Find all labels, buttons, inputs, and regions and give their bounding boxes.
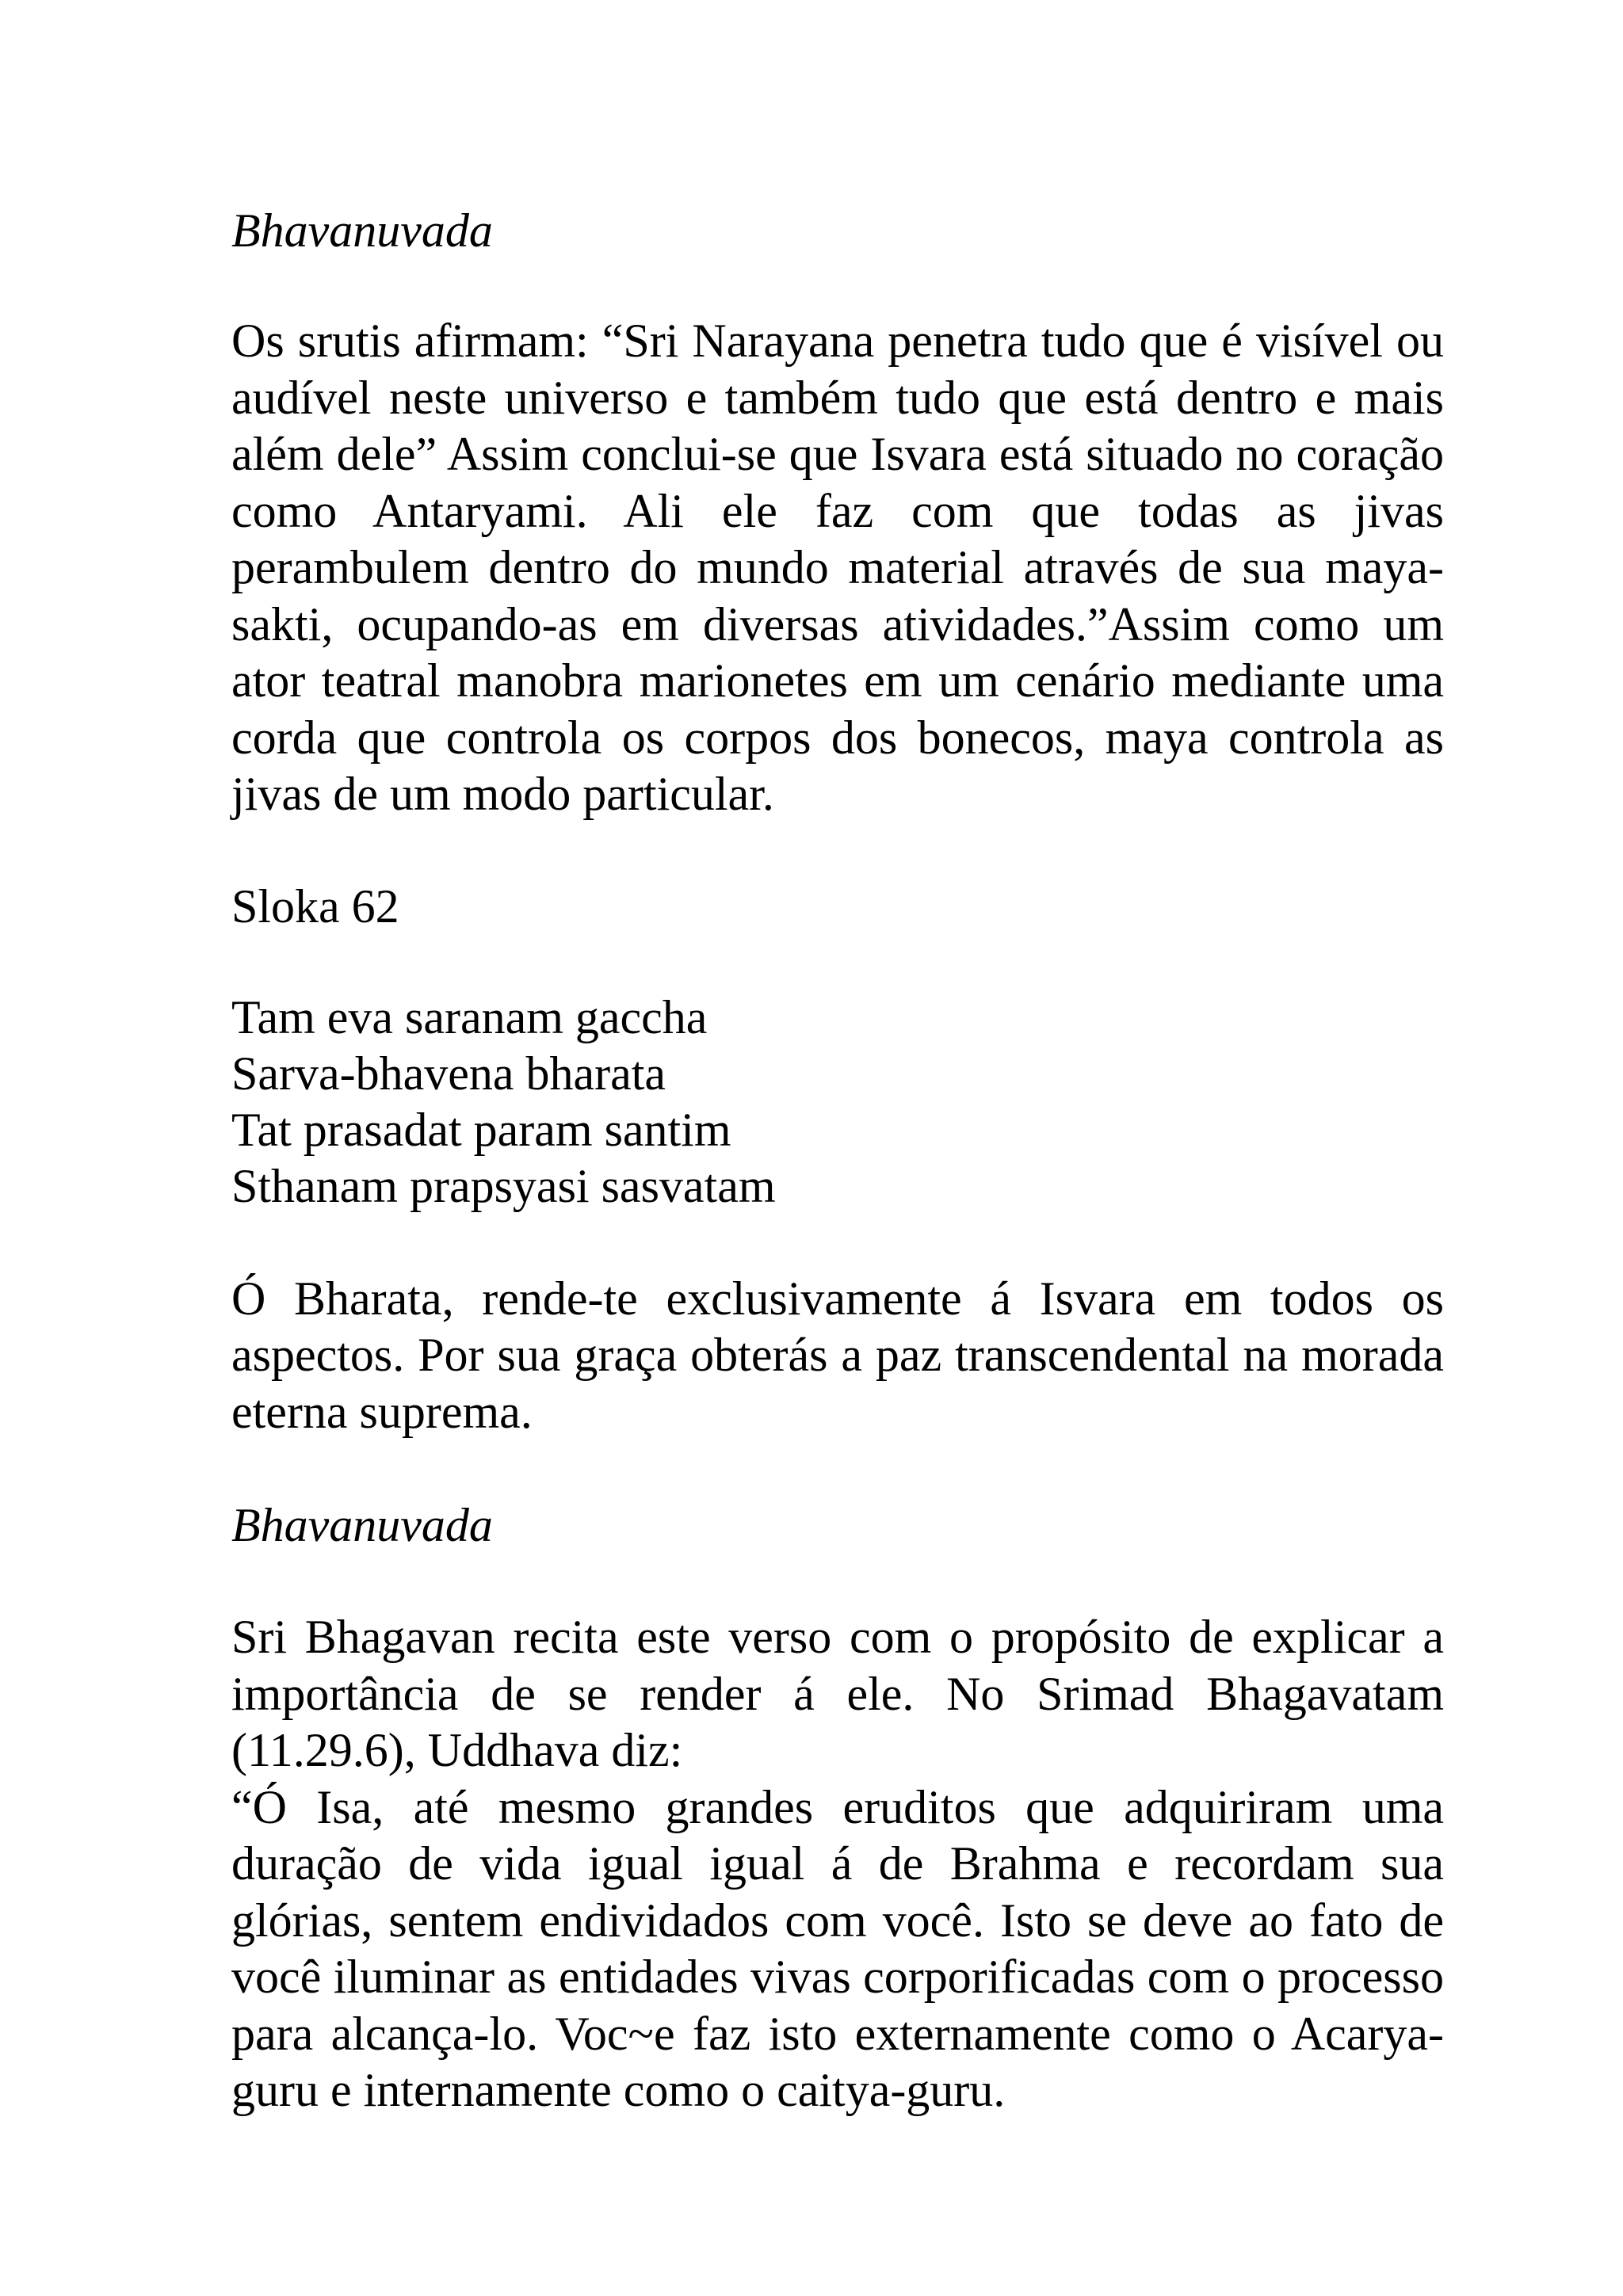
verse-line: Sthanam prapsyasi sasvatam <box>231 1159 776 1212</box>
sloka-title: Sloka 62 <box>231 879 399 933</box>
section-heading: Bhavanuvada <box>231 204 493 257</box>
commentary-paragraph: Os srutis afirmam: “Sri Narayana penetra tudo que é visível ou audível neste universo e também tudo que está dentro e mais além dele” Assim conclui-se que Isvara está situado no coração como Antaryami. Ali ele faz com que todas as jivas perambulem dentro do mundo material através de sua maya-sakti, ocupando-as em diversas atividades.”Assim como um ator teatral manobra marionetes em um cenário mediante uma corda que controla os corpos dos bonecos, maya controla as jivas de um modo particular. <box>231 315 1444 820</box>
verse-line: Sarva-bhavena bharata <box>231 1047 666 1100</box>
verse-line: Tat prasadat param santim <box>231 1103 731 1156</box>
quotation-paragraph: “Ó Isa, até mesmo grandes eruditos que adquiriram uma duração de vida igual igual á de Brahma e recordam sua glórias, sentem endividados com você. Isto se deve ao fato de você iluminar as entidades vivas corporificadas com o processo para alcança-lo. Voc~e faz isto externamente como o Acarya-guru e internamente como o caitya-guru. <box>231 1780 1444 2116</box>
sanskrit-verse <box>231 990 1444 1215</box>
document-page <box>231 202 1444 2119</box>
commentary-paragraph: Sri Bhagavan recita este verso com o propósito de explicar a importância de se render á ele. No Srimad Bhagavatam (11.29.6), Uddhava diz: <box>231 1611 1444 1776</box>
verse-line: Tam eva saranam gaccha <box>231 990 708 1043</box>
section-heading: Bhavanuvada <box>231 1499 493 1551</box>
verse-translation: Ó Bharata, rende-te exclusivamente á Isvara em todos os aspectos. Por sua graça obterás a paz transcendental na morada eterna suprema. <box>231 1272 1444 1438</box>
